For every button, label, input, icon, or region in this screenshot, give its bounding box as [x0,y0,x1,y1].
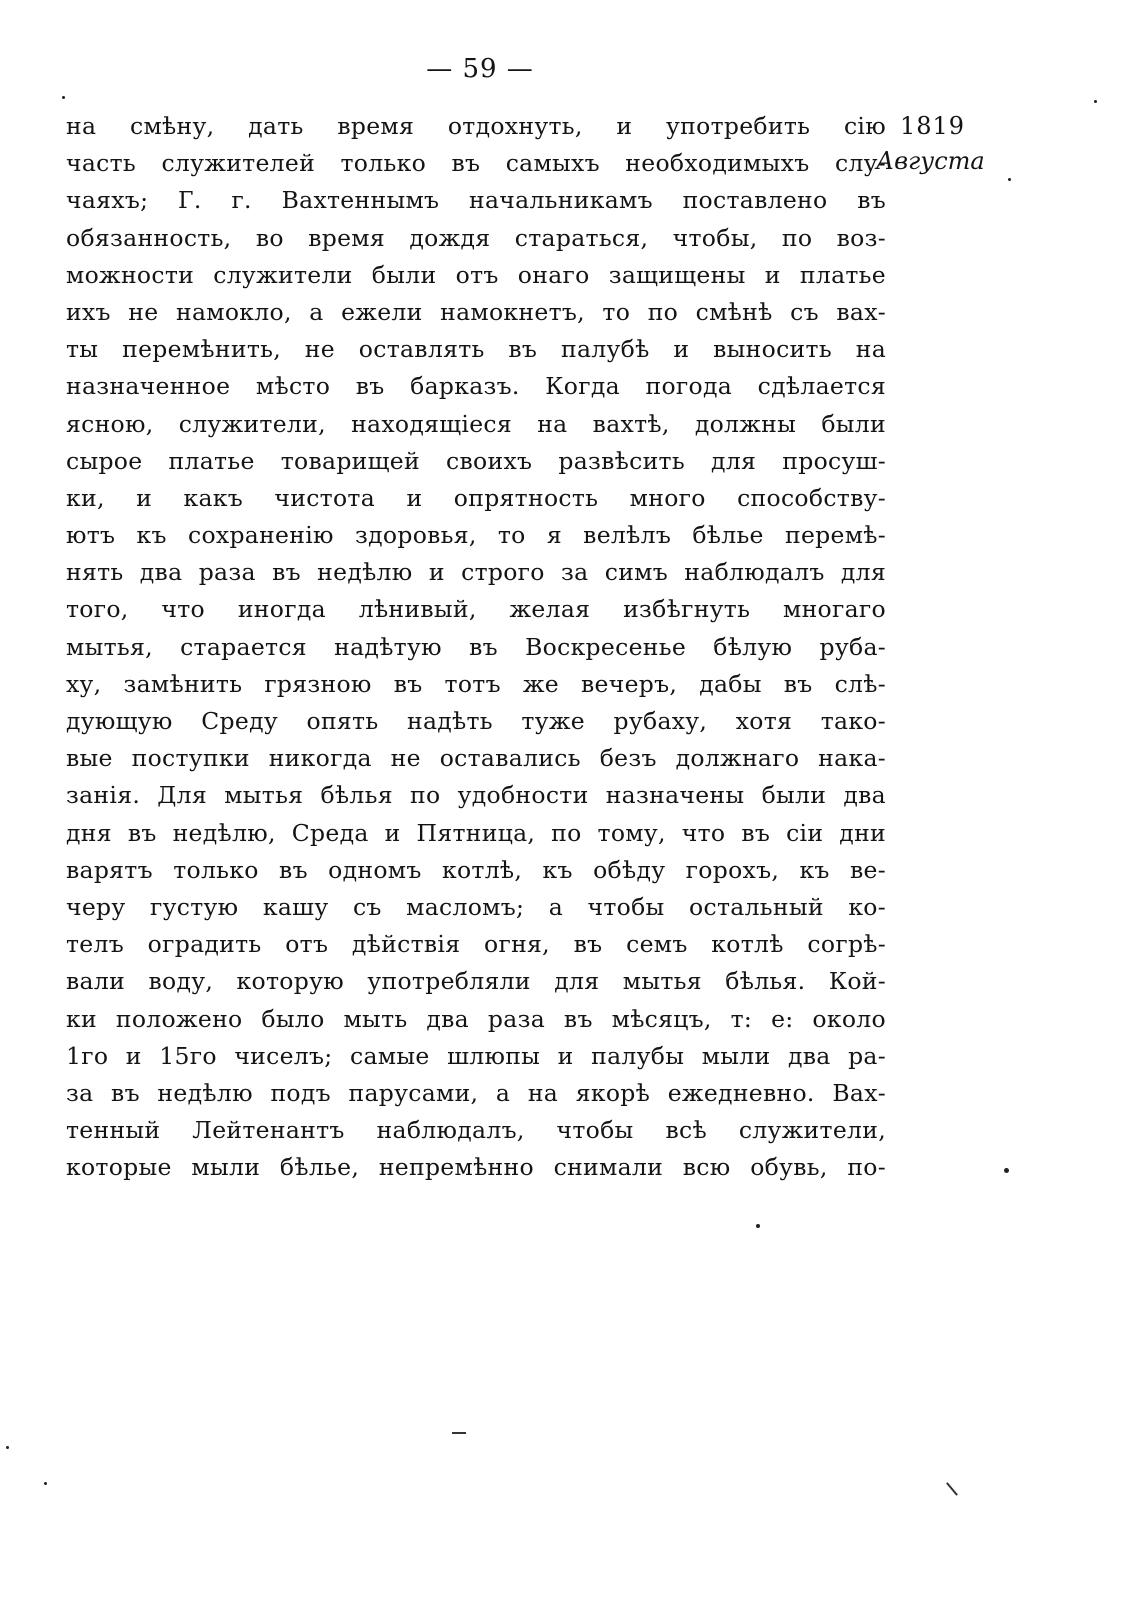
scan-speck [62,96,65,99]
text-line: за въ недѣлю подъ парусами, а на якорѣ ежедневно. Вах- [66,1078,886,1107]
text-line: чаяхъ; Г. г. Вахтеннымъ начальникамъ поставлено въ [66,186,886,215]
text-line: нять два раза въ недѣлю и строго за симъ наблюдалъ для [66,558,886,587]
scan-speck [756,1224,760,1228]
text-line: вали воду, которую употребляли для мытья бѣлья. Кой- [66,967,886,996]
text-line: ихъ не намокло, а ежели намокнетъ, то по смѣнѣ съ вах- [66,297,886,326]
text-line: можности служители были отъ онаго защищены и платье [66,260,886,289]
page-number: — 59 — [426,54,534,84]
text-line: ютъ къ сохраненію здоровья, то я велѣлъ бѣлье перемѣ- [66,521,886,550]
text-line: черу густую кашу съ масломъ; а чтобы остальный ко- [66,892,886,921]
text-line: на смѣну, дать время отдохнуть, и употребить сію [66,112,886,140]
text-line: ки положено было мыть два раза въ мѣсяцъ, т: е: около [66,1004,886,1033]
text-line: варятъ только въ одномъ котлѣ, къ обѣду горохъ, къ ве- [66,855,886,884]
text-line: сырое платье товарищей своихъ развѣсить для просуш- [66,446,886,475]
scan-speck [6,1446,9,1449]
text-line: дня въ недѣлю, Среда и Пятница, по тому, что въ сіи дни [66,818,886,847]
text-line: тенный Лейтенантъ наблюдалъ, чтобы всѣ служители, [66,1116,886,1145]
scan-speck [1008,178,1011,181]
text-line: назначенное мѣсто въ барказъ. Когда погода сдѣлается [66,372,886,401]
text-line: которые мыли бѣлье, непремѣнно снимали всю обувь, по- [66,1153,886,1182]
scan-mark [452,1432,466,1434]
text-line: ху, замѣнить грязною въ тотъ же вечеръ, дабы въ слѣ- [66,669,886,698]
text-line: 1го и 15го чиселъ; самые шлюпы и палубы мыли два ра- [66,1041,886,1070]
text-line: обязанность, во время дождя стараться, чтобы, по воз- [66,223,886,252]
text-line: дующую Среду опять надѣть туже рубаху, хотя тако- [66,707,886,735]
scan-mark [946,1482,958,1496]
margin-year-note: 1819 [900,112,966,140]
text-line: вые поступки никогда не оставались безъ должнаго нака- [66,744,886,773]
text-line: мытья, старается надѣтую въ Воскресенье бѣлую руба- [66,632,886,661]
text-line: того, что иногда лѣнивый, желая избѣгнуть многаго [66,595,886,624]
body-text [66,108,886,1186]
scan-speck [44,1482,47,1485]
text-line: занія. Для мытья бѣлья по удобности назначены были два [66,781,886,810]
scan-speck [1094,100,1097,103]
text-line: часть служителей только въ самыхъ необходимыхъ слу- [66,149,886,178]
scan-speck [1004,1168,1009,1173]
margin-month-note: Августа [876,147,985,175]
text-line: ки, и какъ чистота и опрятность много способству- [66,483,886,512]
text-line: телъ оградить отъ дѣйствія огня, въ семъ котлѣ согрѣ- [66,930,886,959]
text-line: ты перемѣнить, не оставлять въ палубѣ и выносить на [66,335,886,364]
text-line: ясною, служители, находящіеся на вахтѣ, должны были [66,409,886,438]
